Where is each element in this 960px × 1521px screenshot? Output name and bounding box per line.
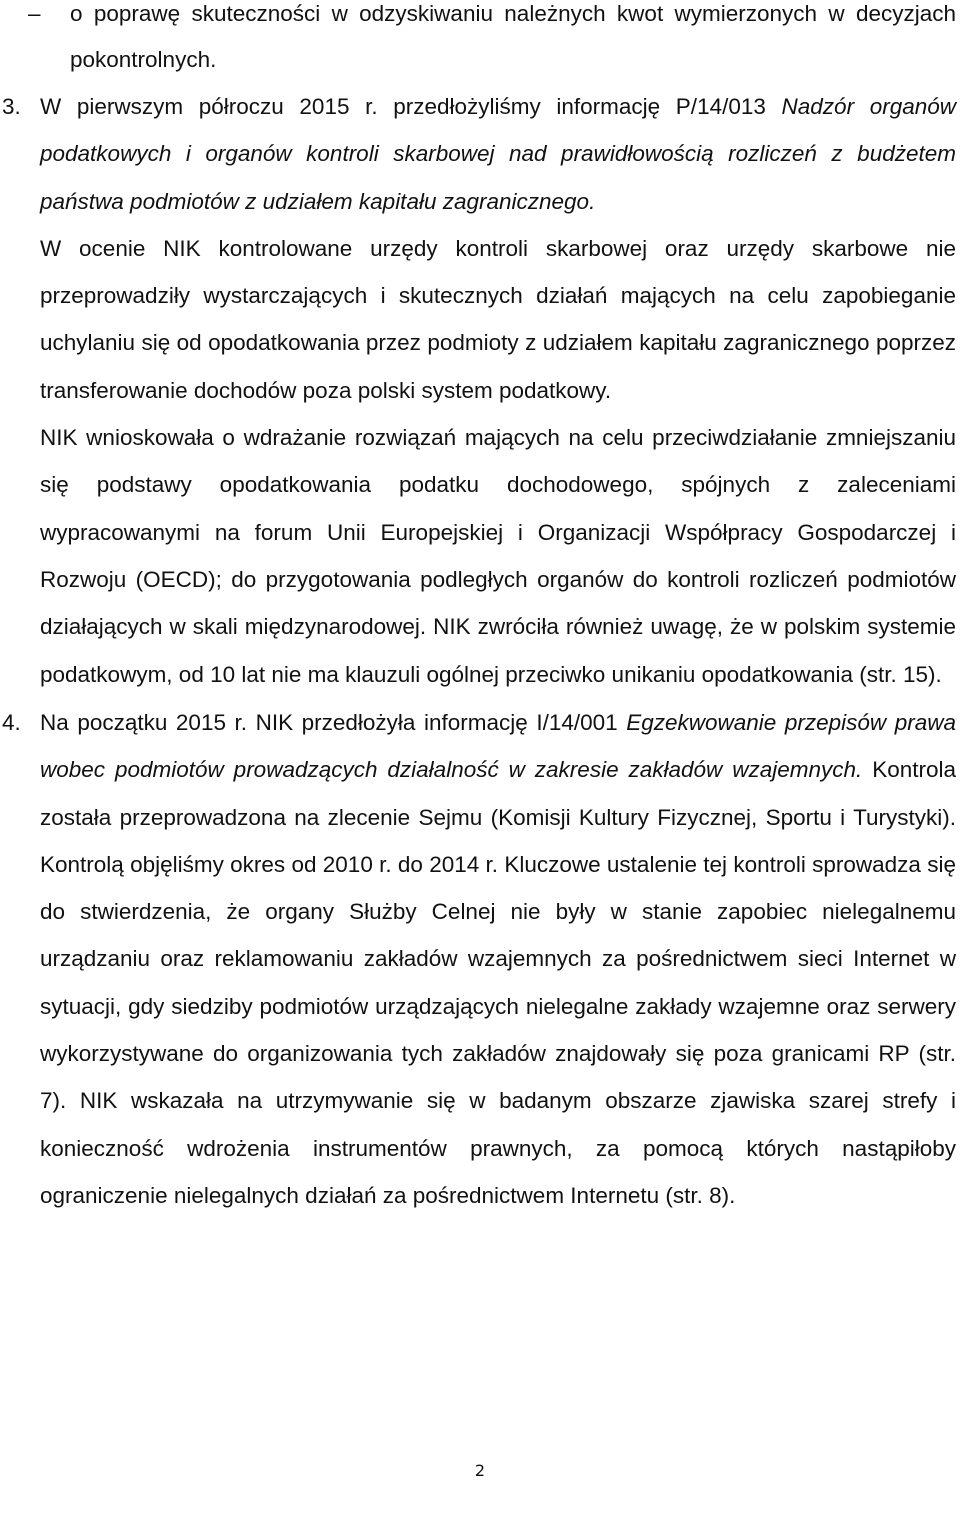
item-3-paragraph-2: W ocenie NIK kontrolowane urzędy kontroli skarbowej oraz urzędy skarbowe nie przeprowadziły wystarczających i skutecznych działań mających na celu zapobieganie uchylaniu się od opodatkowania przez podmioty z udziałem kapitału zagranicznego poprzez transferowanie dochodów poza polski system podatkowy. bbox=[40, 235, 956, 403]
item-4-lead: Na początku 2015 r. NIK przedłożyła informację I/14/001 bbox=[40, 710, 618, 735]
dash-list-item bbox=[28, 0, 956, 83]
dash-marker: – bbox=[28, 1, 41, 26]
item-3-lead: W pierwszym półroczu 2015 r. przedłożyliśmy informację P/14/013 bbox=[40, 94, 766, 119]
item-3-body bbox=[40, 83, 956, 698]
item-4-body bbox=[40, 699, 956, 1219]
item-3-paragraph-3: NIK wnioskowała o wdrażanie rozwiązań mających na celu przeciwdziałanie zmniejszaniu się podstawy opodatkowania podatku dochodowego, spójnych z zaleceniami wypracowanymi na forum Unii Europejskiej i Organizacji Współpracy Gospodarczej i Rozwoju (OECD); do przygotowania podległych organów do kontroli rozliczeń podmiotów działających w skali międzynarodowej. NIK zwróciła również uwagę, że w polskim systemie podatkowym, od 10 lat nie ma klauzuli ogólnej przeciwko unikaniu opodatkowania (str. 15). bbox=[40, 425, 956, 687]
dash-list-text: o poprawę skuteczności w odzyskiwaniu należnych kwot wymierzonych w decyzjach pokontrolnych. bbox=[70, 1, 956, 72]
page-number: 2 bbox=[474, 1461, 486, 1480]
item-3-title: Nadzór organów podatkowych i organów kontroli skarbowej nad prawidłowością rozliczeń z budżetem państwa podmiotów z udziałem kapitału zagranicznego. bbox=[40, 94, 956, 214]
item-4-title: Egzekwowanie przepisów prawa wobec podmiotów prowadzących działalność w zakresie zakładów wzajemnych. bbox=[40, 710, 956, 783]
item-4-text: Kontrola została przeprowadzona na zlecenie Sejmu (Komisji Kultury Fizycznej, Sportu i Turystyki). Kontrolą objęliśmy okres od 2010 r. do 2014 r. Kluczowe ustalenie tej kontroli sprowadza się do stwierdzenia, że organy Służby Celnej nie były w stanie zapobiec nielegalnemu urządzaniu oraz reklamowaniu zakładów wzajemnych za pośrednictwem sieci Internet w sytuacji, gdy siedziby podmiotów urządzających nielegalne zakłady wzajemne oraz serwery wykorzystywane do organizowania tych zakładów znajdowały się poza granicami RP (str. 7). NIK wskazała na utrzymywanie się w badanym obszarze zjawiska szarej strefy i konieczność wdrożenia instrumentów prawnych, za pomocą których nastąpiłoby ograniczenie nielegalnych działań za pośrednictwem Internetu (str. 8). bbox=[40, 757, 956, 1208]
item-number-4: 4. bbox=[2, 710, 21, 735]
item-number-3: 3. bbox=[2, 94, 21, 119]
